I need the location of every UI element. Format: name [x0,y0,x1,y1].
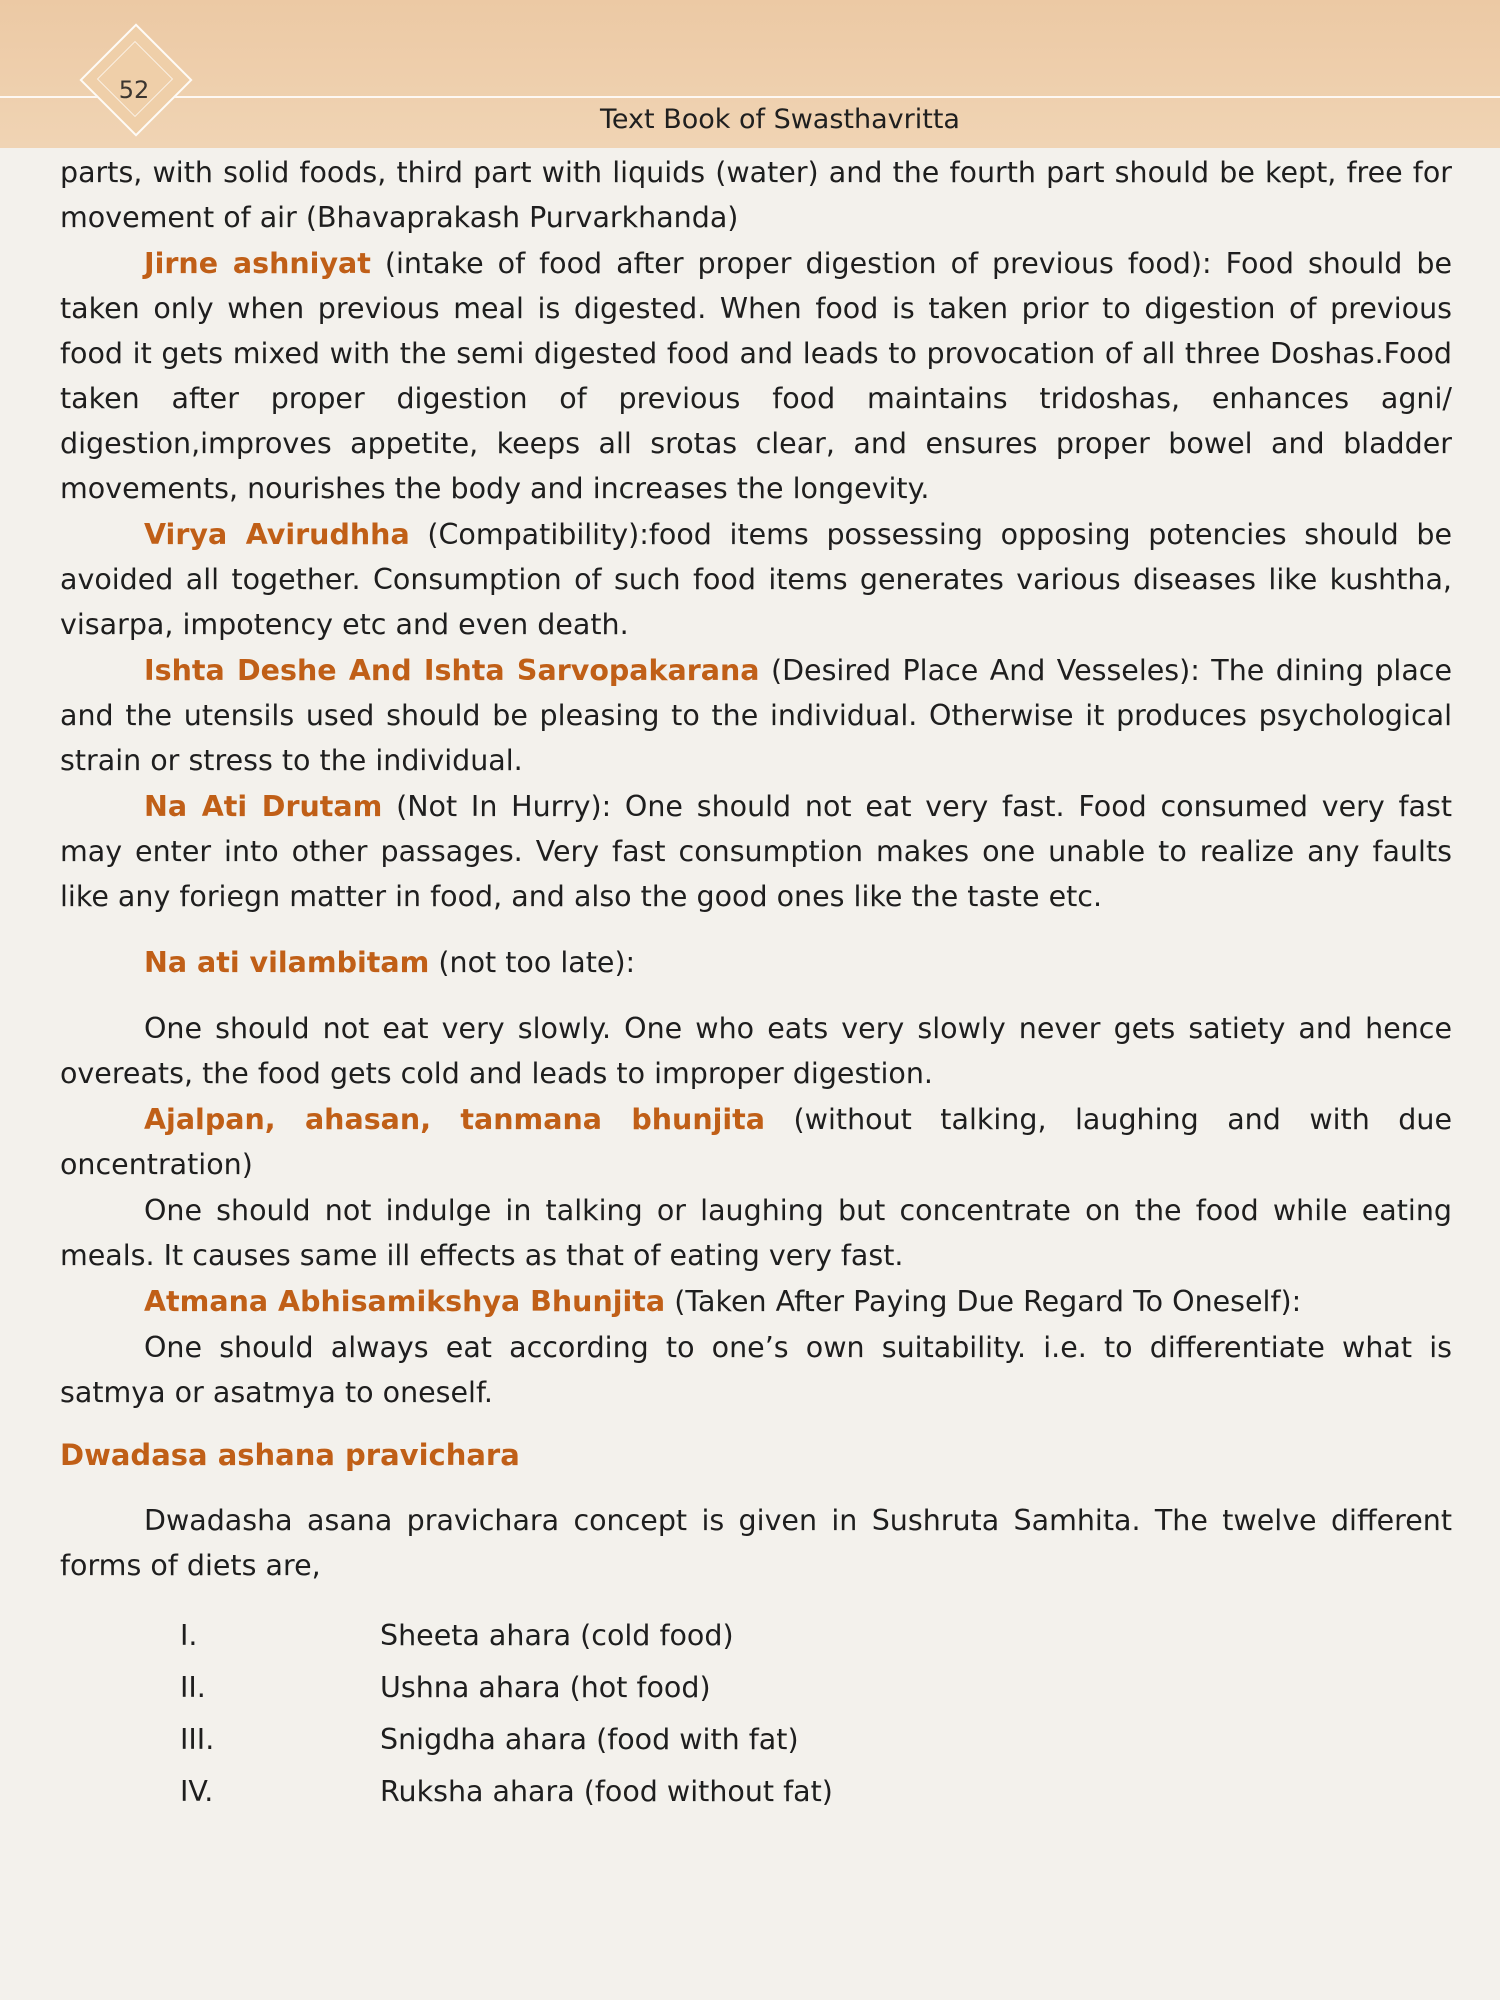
paragraph-text: (Desired Place And Vesseles): The dining place and the utensils used should be pleasing to the individual. Otherwise it produces psychological strain or stress to the individual. [60,654,1452,777]
list-item [60,1714,1452,1766]
running-title: Text Book of Swasthavritta [600,104,960,135]
list-item [60,1610,1452,1662]
section-heading: Dwadasa ashana pravichara [60,1438,520,1472]
term-virya-avirudhha: Virya Avirudhha [144,518,410,551]
term-jirne-ashniyat: Jirne ashniyat [144,247,371,280]
paragraph-text: (Taken After Paying Due Regard To Oneself): [665,1285,1302,1318]
term-atmana: Atmana Abhisamikshya Bhunjita [144,1285,666,1318]
paragraph-eat-slowly: One should not eat very slowly. One who eats very slowly never gets satiety and hence overeats, the food gets cold and leads to improper digestion. [60,1012,1452,1090]
header-rule [0,96,1500,98]
paragraph-jirne-ashniyat [60,241,1452,511]
term-na-ati-drutam: Na Ati Drutam [144,790,383,823]
list-numeral: I. [180,1619,198,1652]
paragraph-na-ati-drutam [60,784,1452,919]
list-item-text: Ruksha ahara (food without fat) [380,1775,833,1808]
diet-list [60,1610,1452,1818]
paragraph-text: (intake of food after proper digestion of previous food): Food should be taken only when previous meal is digested. When food is taken prior to digestion of previous food it gets mixed with the semi digested food and leads to provocation of all three Doshas.Food taken after proper digestion of previous food maintains tridoshas, enhances agni/ digestion,improves appetite, keeps all srotas clear, and ensures proper bowel and bladder movements, nourishes the body and increases the longevity. [60,247,1452,505]
list-numeral: II. [180,1671,206,1704]
page-number: 52 [118,76,150,104]
list-item [60,1662,1452,1714]
paragraph-ishta-deshe [60,648,1452,783]
paragraph-virya-avirudhha [60,512,1452,647]
page-body [60,150,1452,1818]
paragraph-text: (Compatibility):food items possessing opposing potencies should be avoided all together. Consumption of such food items generates various diseases like kushtha, visarpa, impotency etc and even death. [60,518,1452,641]
list-item-text: Ushna ahara (hot food) [380,1671,711,1704]
paragraph-continuation: parts, with solid foods, third part with liquids (water) and the fourth part should be kept, free for movement of air (Bhavaprakash Purvarkhanda) [60,156,1452,234]
term-ajalpan: Ajalpan, ahasan, tanmana bhunjita [144,1103,766,1136]
paragraph-text: (not too late): [429,946,636,979]
paragraph-suitability: One should always eat according to one’s own suitability. i.e. to differentiate what is satmya or asatmya to oneself. [60,1331,1452,1409]
list-item [60,1766,1452,1818]
term-ishta-deshe: Ishta Deshe And Ishta Sarvopakarana [144,654,760,687]
paragraph-no-talking: One should not indulge in talking or laughing but concentrate on the food while eating meals. It causes same ill effects as that of eating very fast. [60,1194,1452,1272]
list-item-text: Snigdha ahara (food with fat) [380,1723,799,1756]
list-item-text: Sheeta ahara (cold food) [380,1619,734,1652]
term-na-ati-vilambitam: Na ati vilambitam [144,946,430,979]
list-numeral: IV. [180,1775,214,1808]
section-intro: Dwadasha asana pravichara concept is given in Sushruta Samhita. The twelve different forms of diets are, [60,1504,1452,1582]
paragraph-text: (without talking, laughing and with due oncentration) [60,1103,1452,1181]
paragraph-ajalpan [60,1097,1452,1187]
paragraph-text: (Not In Hurry): One should not eat very fast. Food consumed very fast may enter into other passages. Very fast consumption makes one unable to realize any faults like any foriegn matter in food, and also the good ones like the taste etc. [60,790,1452,913]
paragraph-atmana [60,1279,1452,1324]
paragraph-na-ati-vilambitam [60,940,1452,985]
list-numeral: III. [180,1723,215,1756]
